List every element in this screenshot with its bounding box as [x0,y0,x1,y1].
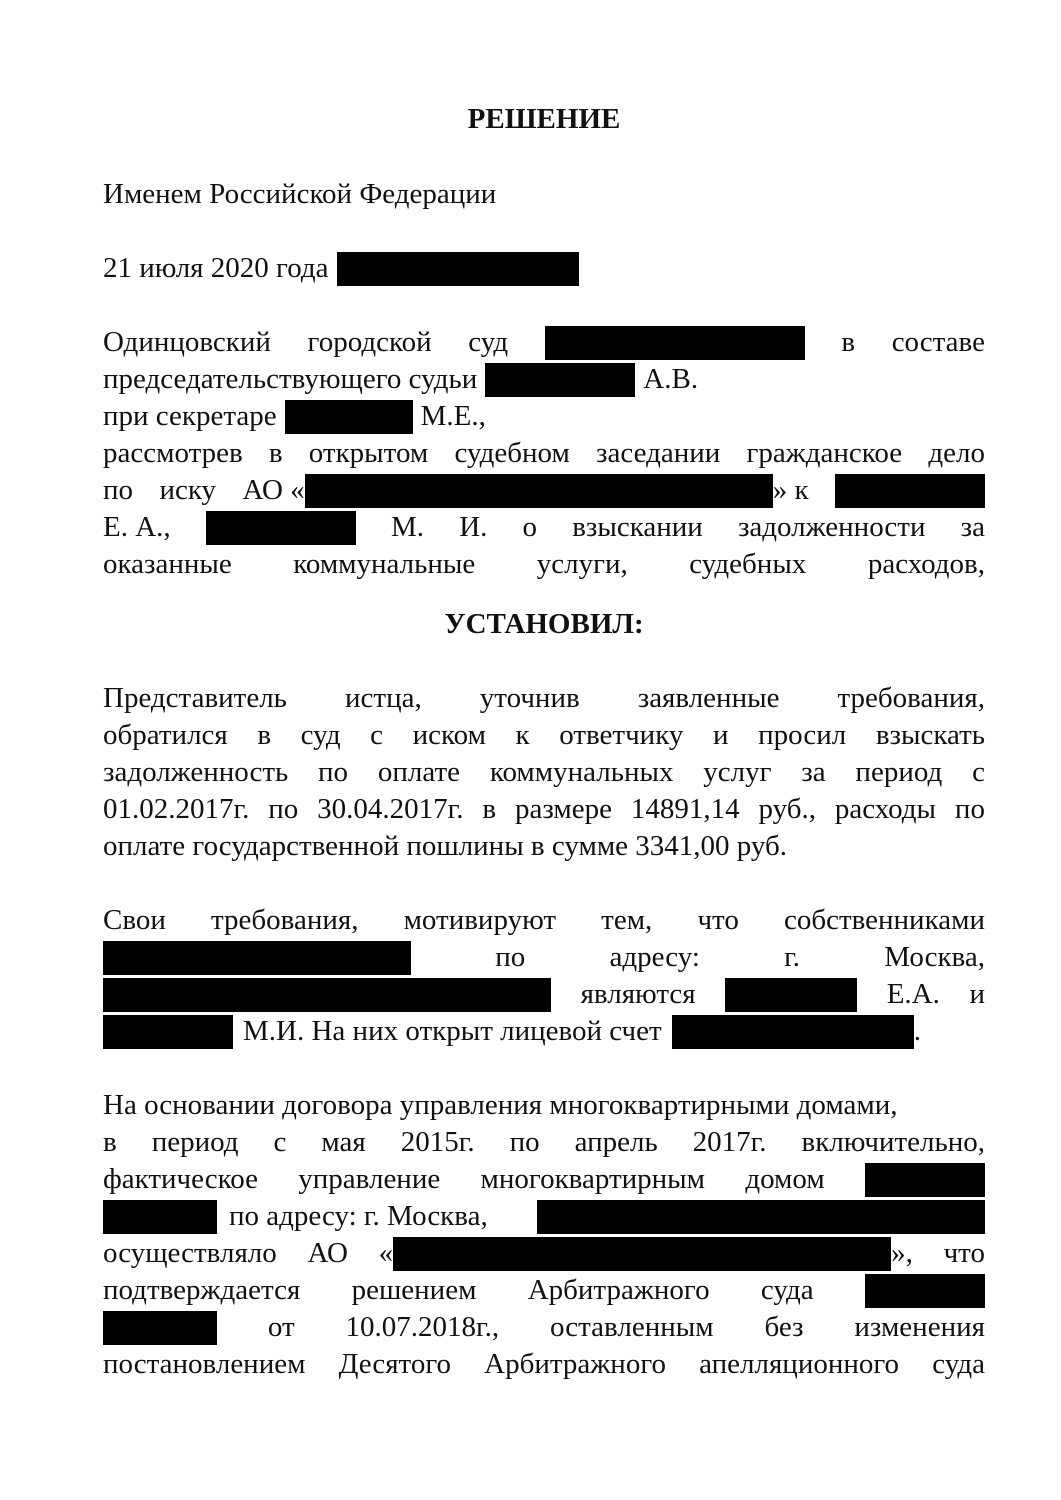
org-group [379,1235,913,1272]
text: Одинцовский [103,326,271,358]
text: г. [784,941,801,973]
text: судебных [689,548,807,580]
text: суд [468,326,509,358]
text: к [515,719,530,751]
heading-russian-federation: Именем Российской Федерации [103,178,497,210]
p4-line-2 [103,1124,985,1161]
text: Представитель [103,682,287,714]
text: 10.07.2018г., [345,1311,500,1343]
text: изменения [854,1311,985,1343]
text: 14891,14 [630,793,740,825]
text: заявленные [637,682,780,714]
p1-line-7 [103,546,985,583]
text: период [855,756,943,788]
redaction-block [103,978,551,1012]
redaction-block [103,941,411,975]
text: », [891,1237,913,1269]
text: оставленным [550,1311,714,1343]
p1-line-5 [103,472,985,509]
text: требования, [210,904,359,936]
text: в [482,793,497,825]
text: городской [307,326,432,358]
text: многоквартирным [480,1163,706,1195]
text: председательствующего судьи [103,363,478,395]
text: оказанные [103,548,232,580]
text: дело [928,437,985,469]
text: подтверждается [103,1274,301,1306]
text: мотивируют [403,904,557,936]
text: расходов, [867,548,985,580]
text: И. [459,511,488,543]
document-title: РЕШЕНИЕ [467,103,621,135]
text: судебном [454,437,570,469]
p1-line-1 [103,324,985,361]
redaction-block [393,1237,891,1271]
text: мая [321,1126,366,1158]
text: домом [745,1163,825,1195]
text: включительно, [801,1126,985,1158]
redaction-block [103,1311,217,1345]
text: требования, [837,682,985,714]
text: « [378,1237,394,1269]
text: иском [412,719,486,751]
redaction-block [725,978,857,1012]
p3-line-1 [103,902,985,939]
text: являются [580,978,696,1010]
text: период [151,1126,239,1158]
redaction-block [537,1200,985,1234]
p4-line-1: На основании договора управления многоквартирными домами, [103,1089,898,1121]
text: собственниками [783,904,985,936]
text: взыскании [572,511,703,543]
text: услуги, [536,548,628,580]
p3-line-4 [103,1013,985,1050]
text: задолженности [737,511,926,543]
text: по [954,793,985,825]
redaction-block [206,511,356,545]
text: без [764,1311,804,1343]
p3-line-3 [103,976,985,1013]
text: Арбитражного [484,1348,666,1380]
p2-line-3 [103,754,985,791]
text: АО « [242,474,305,506]
text: апрель [574,1126,658,1158]
p2-line-4 [103,791,985,828]
text: истца, [345,682,422,714]
p1-line-4 [103,435,985,472]
text: АО [307,1237,348,1269]
text: фактическое [103,1163,258,1195]
text: размере [514,793,612,825]
text: расходы [834,793,937,825]
p1-line-3 [103,398,985,435]
text: . [913,1015,921,1047]
text: М.И. На них открыт лицевой счет [243,1015,662,1047]
text: и [969,978,985,1010]
text: при секретаре [103,400,277,432]
text: Десятого [338,1348,451,1380]
text: М.Е., [420,400,486,432]
text: обратился [103,719,228,751]
text: что [697,904,739,936]
text: просил [758,719,847,751]
redaction-block [103,1200,217,1234]
text: М. [390,511,425,543]
redaction-block [865,1274,985,1308]
text: в [268,437,283,469]
text: задолженность [103,756,289,788]
text: адресу: [609,941,700,973]
text: и [712,719,729,751]
text: осуществляло [103,1237,277,1269]
text: с [370,719,384,751]
text: руб., [758,793,816,825]
text: Е.А. [886,978,940,1010]
text: что [943,1237,985,1269]
text: по [103,474,134,506]
text: суда [932,1348,985,1380]
text: Москва, [884,941,985,973]
text: в [841,326,856,358]
p3-line-2 [103,939,985,976]
text: Свои [103,904,166,936]
text: А.В. [643,363,699,395]
text: за [960,511,985,543]
redaction-block [545,326,805,360]
text: ответчику [559,719,684,751]
text: от [267,1311,295,1343]
p2-line-5: оплате государственной пошлины в сумме 3341,00 руб. [103,830,788,862]
p4-line-6 [103,1272,985,1309]
text: управление [298,1163,441,1195]
text: открытом [308,437,429,469]
p4-line-4 [103,1198,985,1235]
redaction-block [103,1015,233,1049]
text: услуг [703,756,772,788]
p4-line-8 [103,1346,985,1383]
p2-line-1 [103,680,985,717]
text: по адресу: г. Москва, [229,1200,488,1232]
text: гражданское [746,437,903,469]
text: иску [159,474,217,506]
text: 2017г. [692,1126,767,1158]
date-text: 21 июля 2020 года [103,252,329,284]
text: » к [772,474,809,506]
text: 2015г. [400,1126,475,1158]
text: по [495,941,526,973]
p4-line-7 [103,1309,985,1346]
text: по [509,1126,540,1158]
claimant-group [242,472,808,509]
text: оплате [377,756,461,788]
section-heading: УСТАНОВИЛ: [444,608,644,640]
text: по [268,793,299,825]
text: в [257,719,272,751]
redaction-block [337,252,579,286]
text: заседании [596,437,721,469]
redaction-block [865,1163,985,1197]
date-line [103,250,985,287]
text: коммунальных [489,756,674,788]
text: апелляционного [699,1348,900,1380]
text: суда [760,1274,814,1306]
text: постановлением [103,1348,306,1380]
p4-line-3 [103,1161,985,1198]
text: решением [351,1274,477,1306]
p2-line-2 [103,717,985,754]
p4-line-5 [103,1235,985,1272]
redaction-block [485,363,635,397]
text: составе [891,326,985,358]
text: с [273,1126,287,1158]
text: суд [300,719,341,751]
text: Арбитражного [527,1274,710,1306]
redaction-block [285,400,413,434]
text: тем, [601,904,653,936]
text: взыскать [875,719,985,751]
text: уточнив [479,682,580,714]
text: о [522,511,538,543]
text: по [318,756,349,788]
text: Е. А., [103,511,171,543]
redaction-block [835,474,985,508]
text: за [801,756,826,788]
p1-line-2 [103,361,985,398]
redaction-block [305,474,773,508]
text: с [972,756,985,788]
text: в [103,1126,117,1158]
redaction-block [672,1015,914,1049]
p1-line-6 [103,509,985,546]
text: рассмотрев [103,437,243,469]
text: 01.02.2017г. [103,793,250,825]
text: 30.04.2017г. [317,793,464,825]
text: коммунальные [293,548,476,580]
